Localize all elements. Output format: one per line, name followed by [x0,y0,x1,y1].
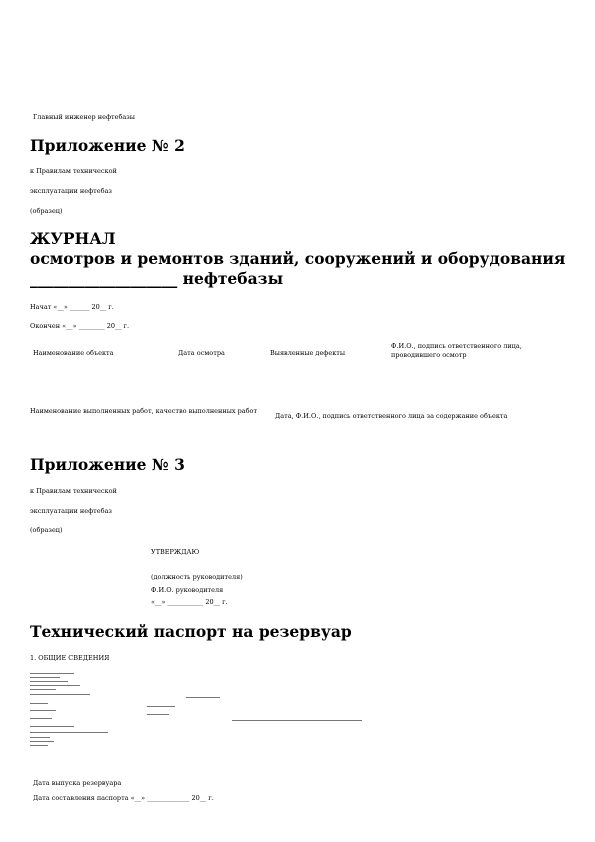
form-line [30,685,80,686]
form-line [147,706,175,707]
form-line [30,718,52,719]
passport-title: Технический паспорт на резервуар [30,622,352,641]
form-line [147,714,169,715]
table-header-responsible: Дата, Ф.И.О., подпись ответственного лица за содержание объекта [275,412,508,420]
appendix2-rules-line: к Правилам технической [30,167,117,175]
table-header-inspection-date: Дата осмотра [178,349,225,357]
approval-date-line: «__» ___________ 20__ г. [151,598,228,606]
form-line [30,710,56,711]
journal-title-line1: ЖУРНАЛ [30,229,116,248]
table-header-object-name: Наименование объекта [33,349,114,357]
form-line [30,681,68,682]
form-line [30,745,48,746]
form-line [30,726,74,727]
form-line [232,720,362,721]
appendix3-rules-line: к Правилам технической [30,487,117,495]
approval-name-label: Ф.И.О. руководителя [151,586,224,594]
appendix3-heading: Приложение № 3 [30,455,185,474]
form-line [30,732,108,733]
form-line [186,697,220,698]
journal-title-line2: осмотров и ремонтов зданий, сооружений и оборудования [30,249,566,268]
passport-section1-heading: 1. ОБЩИЕ СВЕДЕНИЯ [30,654,110,662]
form-line [30,737,50,738]
journal-title [30,229,565,289]
journal-title-line3 [30,269,565,289]
appendix2-oil-depot-line: эксплуатации нефтебаз [30,187,112,195]
form-line [30,677,60,678]
journal-started-line: Начат «__» ______ 20__ г. [30,303,114,311]
appendix2-sample-label: (образец) [30,207,63,215]
approval-position-label: (должность руководителя) [151,573,243,581]
table-header-defects: Выявленные дефекты [270,349,346,357]
form-line [30,741,54,742]
form-line [30,703,48,704]
form-line [30,689,56,690]
appendix3-sample-label: (образец) [30,526,63,534]
journal-title-suffix: нефтебазы [177,269,284,288]
journal-title-blank: ___________________ [30,269,178,288]
approval-approve-label: УТВЕРЖДАЮ [151,548,200,556]
passport-release-date-label: Дата выпуска резервуара [33,779,122,787]
appendix3-oil-depot-line: эксплуатации нефтебаз [30,507,112,515]
table-header-inspector: Ф.И.О., подпись ответственного лица, проводившего осмотр [391,342,522,359]
passport-compile-date-line: Дата составления паспорта «__» _____________ 20__ г. [33,794,214,802]
table-header-works-done: Наименование выполненных работ, качество выполненных работ [30,407,258,415]
journal-finished-line: Окончен «__» ________ 20__ г. [30,322,130,330]
form-line [30,673,74,674]
appendix2-heading: Приложение № 2 [30,136,185,155]
form-line [30,694,90,695]
chief-engineer-line: Главный инженер нефтебазы [33,113,135,121]
